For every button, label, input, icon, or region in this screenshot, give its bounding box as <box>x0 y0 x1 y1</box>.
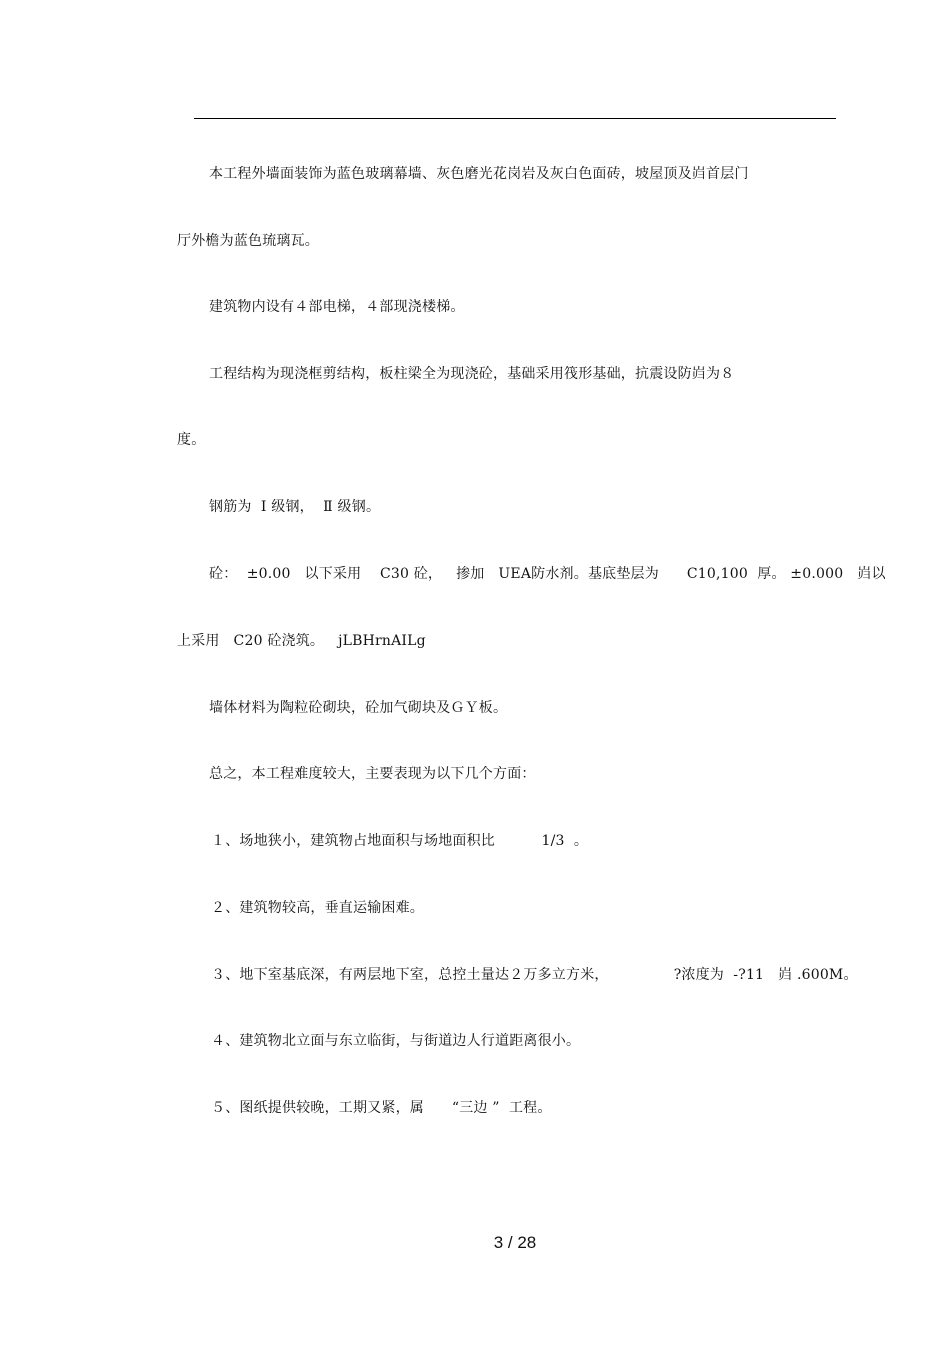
header-rule <box>194 118 836 119</box>
paragraph-facade-line-1: 本工程外墙面装饰为蓝色玻璃幕墙、灰色磨光花岗岩及灰白色面砖，坡屋顶及岿首层门 <box>209 166 749 182</box>
paragraph-wall-materials: 墙体材料为陶粒砼砌块，砼加气砌块及ＧＹ板。 <box>209 700 508 716</box>
list-item: ２、建筑物较高，垂直运输困难。 <box>211 900 424 916</box>
paragraph-concrete-line-1: 砼： ±0.00 以下采用 C30 砼， 掺加 UEA防水剂。基底垫层为 C10,100 厚。 ±0.000 岿以 <box>209 566 886 582</box>
paragraph-structure-line-2: 度。 <box>177 432 206 448</box>
paragraph-concrete-line-2: 上采用 C20 砼浇筑。 jLBHrnAILg <box>177 633 426 649</box>
paragraph-facade-line-2: 厅外檐为蓝色琉璃瓦。 <box>177 233 319 249</box>
paragraph-rebar: 钢筋为 Ⅰ 级钢， Ⅱ 级钢。 <box>209 499 381 515</box>
paragraph-summary: 总之，本工程难度较大，主要表现为以下几个方面： <box>209 766 536 782</box>
paragraph-elevators: 建筑物内设有４部电梯，４部现浇楼梯。 <box>209 299 465 315</box>
list-item: １、场地狭小，建筑物占地面积与场地面积比 1/3 。 <box>211 833 589 849</box>
list-item: ３、地下室基底深，有两层地下室，总控土量达２万多立方米， ?浓度为 -?11 岿 .600M。 <box>211 967 858 983</box>
list-item: ５、图纸提供较晚，工期又紧，属 “三边 ” 工程。 <box>211 1100 552 1116</box>
page-number: 3 / 28 <box>493 1233 537 1252</box>
list-item: ４、建筑物北立面与东立临街，与街道边人行道距离很小。 <box>211 1033 581 1049</box>
paragraph-structure-line-1: 工程结构为现浇框剪结构，板柱梁全为现浇砼，基础采用筏形基础，抗震设防岿为８ <box>209 366 735 382</box>
